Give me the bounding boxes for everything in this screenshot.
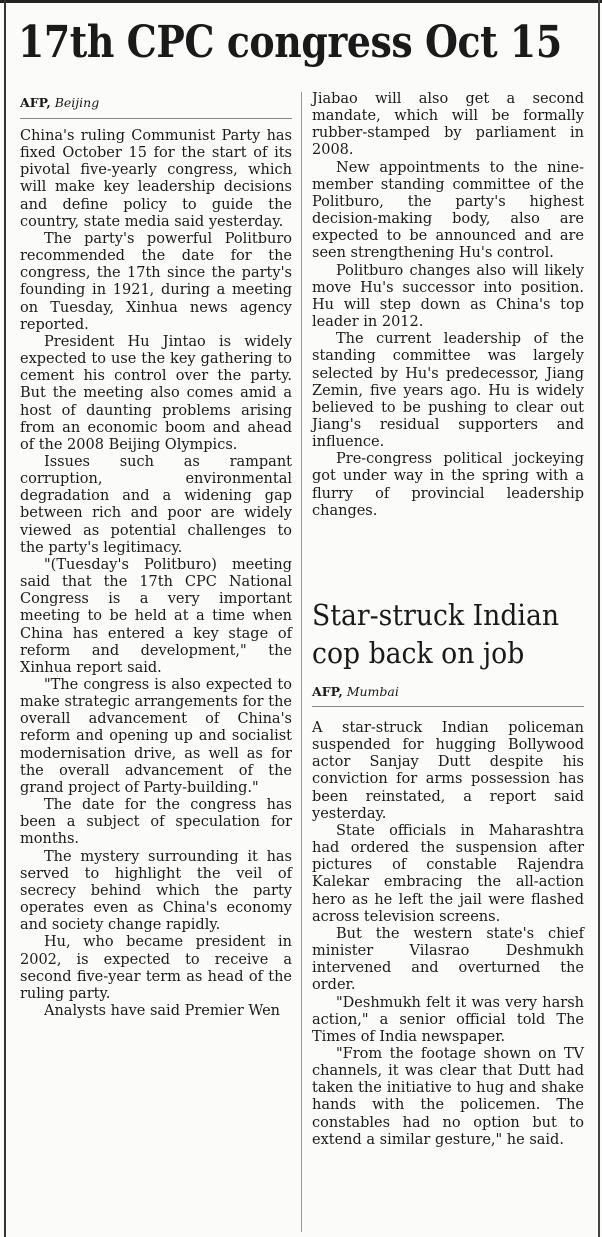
paragraph: New appointments to the nine-member standing committee of the Politburo, the party's highest decision-making body, also are expected to be announced and are seen strengthening Hu's control. xyxy=(312,159,584,262)
paragraph: State officials in Maharashtra had ordered the suspension after pictures of constable Rajendra Kalekar embracing the all-action hero as he left the jail were flashed across television screens. xyxy=(312,822,584,925)
main-byline xyxy=(20,95,99,111)
byline-city: Mumbai xyxy=(346,684,399,699)
byline-rule xyxy=(20,118,292,119)
second-headline xyxy=(312,596,570,672)
column-divider xyxy=(301,92,302,1232)
second-byline xyxy=(312,684,399,700)
right-rule xyxy=(598,0,600,1237)
paragraph: The mystery surrounding it has served to highlight the veil of secrecy behind which the party operates even as China's economy and society change rapidly. xyxy=(20,848,292,934)
byline-city: Beijing xyxy=(54,95,100,110)
paragraph: President Hu Jintao is widely expected to use the key gathering to cement his control over the party. But the meeting also comes amid a host of daunting problems arising from an economic boom and ahead of the 2008 Beijing Olympics. xyxy=(20,333,292,453)
main-headline: 17th CPC congress Oct 15 xyxy=(18,17,562,68)
paragraph: Jiabao will also get a second mandate, which will be formally rubber-stamped by parliament in 2008. xyxy=(312,91,584,159)
byline-agency: AFP, xyxy=(20,95,51,110)
paragraph: The date for the congress has been a subject of speculation for months. xyxy=(20,797,292,848)
paragraph: The party's powerful Politburo recommended the date for the congress, the 17th since the party's founding in 1921, during a meeting on Tuesday, Xinhua news agency reported. xyxy=(20,230,292,333)
paragraph: The current leadership of the standing committee was largely selected by Hu's predecessor, Jiang Zemin, five years ago. Hu is widely believed to be pushing to clear out Jiang's residual supporters and influence. xyxy=(312,331,584,451)
paragraph: Issues such as rampant corruption, environmental degradation and a widening gap between rich and poor are widely viewed as potential challenges to the party's legitimacy. xyxy=(20,453,292,556)
main-article-column-1 xyxy=(20,128,292,1020)
left-rule xyxy=(4,0,6,1237)
second-headline-line-2: cop back on job xyxy=(312,636,525,670)
paragraph: Pre-congress political jockeying got under way in the spring with a flurry of provincial leadership changes. xyxy=(312,451,584,519)
paragraph: "(Tuesday's Politburo) meeting said that the 17th CPC National Congress is a very important meeting to be held at a time when China has entered a key stage of reform and development," the Xinhua report said. xyxy=(20,556,292,676)
paragraph: China's ruling Communist Party has fixed October 15 for the start of its pivotal five-yearly congress, which will make key leadership decisions and define policy to guide the country, state media said yesterday. xyxy=(20,128,292,230)
paragraph: But the western state's chief minister Vilasrao Deshmukh intervened and overturned the order. xyxy=(312,925,584,994)
byline-rule xyxy=(312,706,584,707)
second-article-body xyxy=(312,720,584,1149)
paragraph: Politburo changes also will likely move Hu's successor into position. Hu will step down as China's top leader in 2012. xyxy=(312,262,584,331)
top-rule xyxy=(0,0,602,3)
byline-agency: AFP, xyxy=(312,684,343,699)
second-headline-line-1: Star-struck Indian xyxy=(312,598,560,632)
main-article-column-2 xyxy=(312,91,584,520)
paragraph: A star-struck Indian policeman suspended for hugging Bollywood actor Sanjay Dutt despite his conviction for arms possession has been reinstated, a report said yesterday. xyxy=(312,720,584,822)
paragraph: "From the footage shown on TV channels, it was clear that Dutt had taken the initiative to hug and shake hands with the policemen. The constables had no option but to extend a similar gesture," he said. xyxy=(312,1045,584,1148)
paragraph: "Deshmukh felt it was very harsh action," a senior official told The Times of India newspaper. xyxy=(312,994,584,1045)
paragraph: "The congress is also expected to make strategic arrangements for the overall advancement of China's reform and opening up and socialist modernisation drive, as well as for the overall advancement of the grand project of Party-building." xyxy=(20,677,292,796)
paragraph: Analysts have said Premier Wen xyxy=(44,1002,281,1019)
paragraph: Hu, who became president in 2002, is expected to receive a second five-year term as head of the ruling party. xyxy=(20,934,292,1002)
